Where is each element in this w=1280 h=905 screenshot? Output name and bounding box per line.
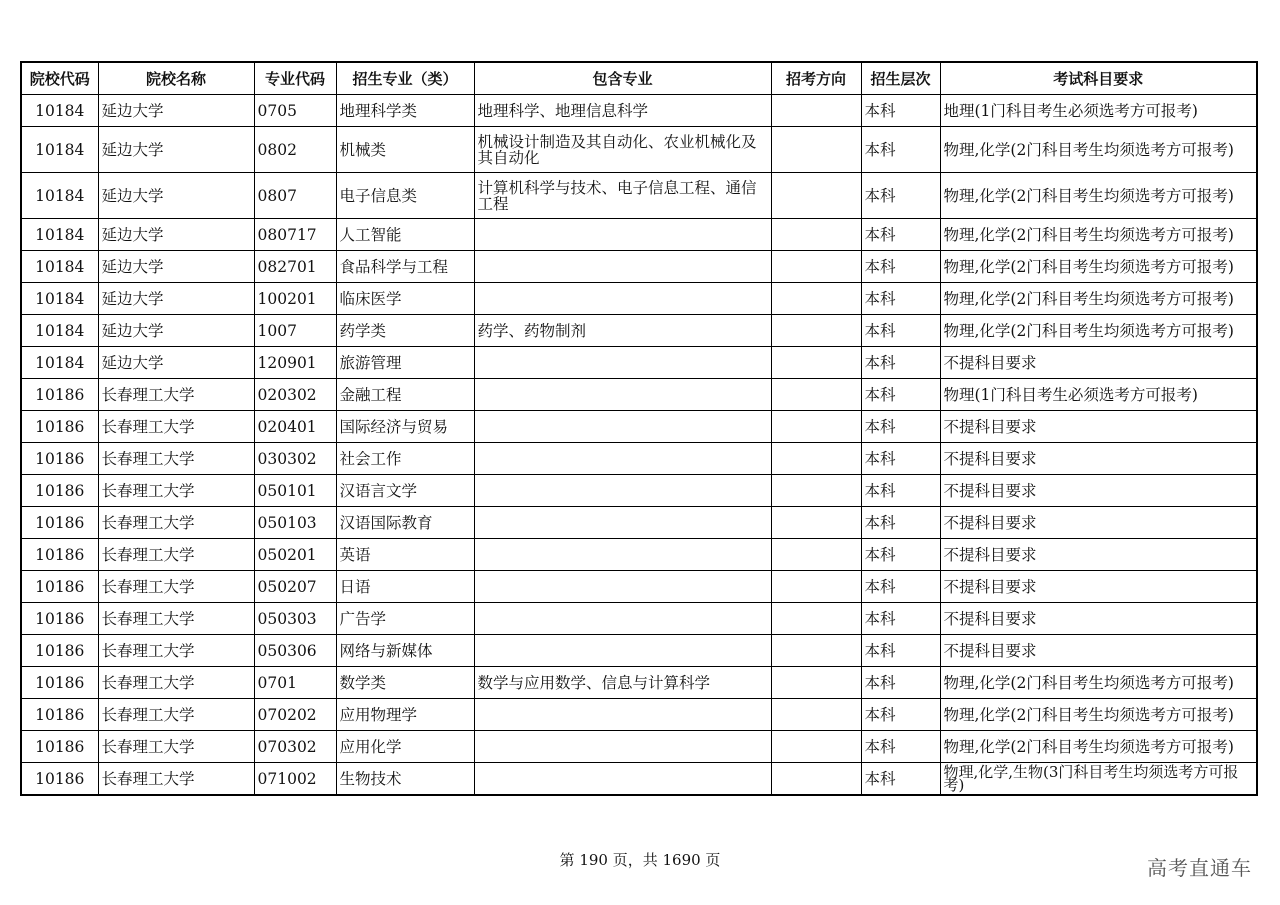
cell-requirement: 物理,化学(2门科目考生均须选考方可报考) bbox=[940, 283, 1257, 315]
cell-requirement: 物理,化学(2门科目考生均须选考方可报考) bbox=[940, 127, 1257, 173]
cell-school-name: 长春理工大学 bbox=[98, 731, 254, 763]
cell-school-code: 10184 bbox=[21, 251, 98, 283]
admission-sheet bbox=[20, 61, 1258, 796]
cell-school-code: 10186 bbox=[21, 571, 98, 603]
cell-major-code: 030302 bbox=[254, 443, 336, 475]
cell-major-code: 071002 bbox=[254, 763, 336, 796]
cell-direction bbox=[771, 699, 861, 731]
table-row bbox=[21, 219, 1257, 251]
cell-school-name: 长春理工大学 bbox=[98, 443, 254, 475]
cell-major-code: 0807 bbox=[254, 173, 336, 219]
table-row bbox=[21, 667, 1257, 699]
cell-school-code: 10186 bbox=[21, 379, 98, 411]
header-level: 招生层次 bbox=[861, 62, 940, 95]
cell-major-code: 020302 bbox=[254, 379, 336, 411]
cell-included bbox=[474, 539, 771, 571]
cell-level: 本科 bbox=[861, 251, 940, 283]
cell-included: 计算机科学与技术、电子信息工程、通信工程 bbox=[474, 173, 771, 219]
cell-major: 机械类 bbox=[336, 127, 474, 173]
cell-major-code: 070202 bbox=[254, 699, 336, 731]
cell-school-name: 长春理工大学 bbox=[98, 571, 254, 603]
header-row bbox=[21, 62, 1257, 95]
cell-requirement: 不提科目要求 bbox=[940, 443, 1257, 475]
table-row bbox=[21, 731, 1257, 763]
cell-requirement: 不提科目要求 bbox=[940, 603, 1257, 635]
cell-school-name: 长春理工大学 bbox=[98, 411, 254, 443]
cell-school-code: 10184 bbox=[21, 283, 98, 315]
cell-major-code: 050103 bbox=[254, 507, 336, 539]
cell-level: 本科 bbox=[861, 219, 940, 251]
cell-major: 国际经济与贸易 bbox=[336, 411, 474, 443]
cell-level: 本科 bbox=[861, 763, 940, 796]
cell-school-code: 10186 bbox=[21, 443, 98, 475]
cell-requirement: 不提科目要求 bbox=[940, 411, 1257, 443]
cell-requirement: 物理,化学,生物(3门科目考生均须选考方可报考) bbox=[940, 763, 1257, 796]
cell-included bbox=[474, 379, 771, 411]
cell-included bbox=[474, 475, 771, 507]
header-school-name: 院校名称 bbox=[98, 62, 254, 95]
cell-major-code: 0701 bbox=[254, 667, 336, 699]
cell-school-code: 10186 bbox=[21, 603, 98, 635]
cell-requirement: 物理,化学(2门科目考生均须选考方可报考) bbox=[940, 315, 1257, 347]
cell-major-code: 050303 bbox=[254, 603, 336, 635]
cell-major: 应用物理学 bbox=[336, 699, 474, 731]
cell-direction bbox=[771, 95, 861, 127]
cell-major-code: 0802 bbox=[254, 127, 336, 173]
watermark-brand: 高考直通车 bbox=[1147, 856, 1252, 880]
cell-school-name: 长春理工大学 bbox=[98, 507, 254, 539]
cell-major: 网络与新媒体 bbox=[336, 635, 474, 667]
cell-major-code: 1007 bbox=[254, 315, 336, 347]
cell-school-code: 10184 bbox=[21, 173, 98, 219]
cell-level: 本科 bbox=[861, 443, 940, 475]
cell-direction bbox=[771, 283, 861, 315]
cell-level: 本科 bbox=[861, 411, 940, 443]
cell-level: 本科 bbox=[861, 127, 940, 173]
header-school-code: 院校代码 bbox=[21, 62, 98, 95]
cell-major: 社会工作 bbox=[336, 443, 474, 475]
table-row bbox=[21, 763, 1257, 796]
cell-included bbox=[474, 443, 771, 475]
cell-level: 本科 bbox=[861, 475, 940, 507]
cell-major-code: 020401 bbox=[254, 411, 336, 443]
cell-level: 本科 bbox=[861, 315, 940, 347]
cell-requirement: 不提科目要求 bbox=[940, 475, 1257, 507]
cell-major-code: 050101 bbox=[254, 475, 336, 507]
cell-direction bbox=[771, 475, 861, 507]
cell-included bbox=[474, 411, 771, 443]
cell-direction bbox=[771, 507, 861, 539]
cell-major: 生物技术 bbox=[336, 763, 474, 796]
admission-table bbox=[20, 61, 1258, 796]
cell-included bbox=[474, 699, 771, 731]
cell-major-code: 080717 bbox=[254, 219, 336, 251]
cell-included: 药学、药物制剂 bbox=[474, 315, 771, 347]
cell-requirement: 物理,化学(2门科目考生均须选考方可报考) bbox=[940, 699, 1257, 731]
cell-major: 金融工程 bbox=[336, 379, 474, 411]
table-row bbox=[21, 127, 1257, 173]
table-row bbox=[21, 539, 1257, 571]
cell-level: 本科 bbox=[861, 603, 940, 635]
cell-school-code: 10186 bbox=[21, 475, 98, 507]
cell-requirement: 不提科目要求 bbox=[940, 539, 1257, 571]
cell-included bbox=[474, 763, 771, 796]
cell-major: 电子信息类 bbox=[336, 173, 474, 219]
table-row bbox=[21, 603, 1257, 635]
cell-direction bbox=[771, 731, 861, 763]
table-body bbox=[21, 95, 1257, 796]
cell-level: 本科 bbox=[861, 699, 940, 731]
cell-included: 数学与应用数学、信息与计算科学 bbox=[474, 667, 771, 699]
cell-major-code: 120901 bbox=[254, 347, 336, 379]
cell-requirement: 物理,化学(2门科目考生均须选考方可报考) bbox=[940, 667, 1257, 699]
cell-school-name: 长春理工大学 bbox=[98, 667, 254, 699]
cell-level: 本科 bbox=[861, 571, 940, 603]
cell-level: 本科 bbox=[861, 507, 940, 539]
header-direction: 招考方向 bbox=[771, 62, 861, 95]
table-row bbox=[21, 347, 1257, 379]
table-row bbox=[21, 379, 1257, 411]
page-number: 第 190 页，共 1690 页 bbox=[559, 851, 721, 869]
cell-included bbox=[474, 219, 771, 251]
cell-direction bbox=[771, 603, 861, 635]
table-row bbox=[21, 475, 1257, 507]
table-row bbox=[21, 95, 1257, 127]
cell-school-name: 延边大学 bbox=[98, 315, 254, 347]
cell-school-name: 延边大学 bbox=[98, 95, 254, 127]
cell-level: 本科 bbox=[861, 347, 940, 379]
header-major: 招生专业（类） bbox=[336, 62, 474, 95]
cell-direction bbox=[771, 411, 861, 443]
cell-requirement: 物理,化学(2门科目考生均须选考方可报考) bbox=[940, 251, 1257, 283]
table-row bbox=[21, 571, 1257, 603]
cell-included: 机械设计制造及其自动化、农业机械化及其自动化 bbox=[474, 127, 771, 173]
table-row bbox=[21, 699, 1257, 731]
cell-school-code: 10186 bbox=[21, 539, 98, 571]
cell-direction bbox=[771, 571, 861, 603]
cell-school-code: 10186 bbox=[21, 635, 98, 667]
cell-included bbox=[474, 571, 771, 603]
cell-school-code: 10186 bbox=[21, 763, 98, 796]
cell-included: 地理科学、地理信息科学 bbox=[474, 95, 771, 127]
cell-included bbox=[474, 603, 771, 635]
cell-school-code: 10184 bbox=[21, 315, 98, 347]
cell-major: 药学类 bbox=[336, 315, 474, 347]
cell-direction bbox=[771, 635, 861, 667]
cell-requirement: 不提科目要求 bbox=[940, 571, 1257, 603]
cell-school-name: 长春理工大学 bbox=[98, 635, 254, 667]
cell-school-name: 延边大学 bbox=[98, 173, 254, 219]
cell-requirement: 不提科目要求 bbox=[940, 635, 1257, 667]
cell-school-code: 10184 bbox=[21, 347, 98, 379]
cell-major: 数学类 bbox=[336, 667, 474, 699]
cell-direction bbox=[771, 347, 861, 379]
cell-school-name: 长春理工大学 bbox=[98, 379, 254, 411]
header-included: 包含专业 bbox=[474, 62, 771, 95]
cell-school-name: 延边大学 bbox=[98, 347, 254, 379]
table-row bbox=[21, 635, 1257, 667]
table-row bbox=[21, 411, 1257, 443]
cell-school-name: 延边大学 bbox=[98, 283, 254, 315]
cell-requirement: 不提科目要求 bbox=[940, 347, 1257, 379]
cell-included bbox=[474, 635, 771, 667]
table-row bbox=[21, 173, 1257, 219]
cell-level: 本科 bbox=[861, 283, 940, 315]
cell-major: 临床医学 bbox=[336, 283, 474, 315]
cell-school-code: 10186 bbox=[21, 411, 98, 443]
cell-level: 本科 bbox=[861, 379, 940, 411]
cell-direction bbox=[771, 315, 861, 347]
cell-school-name: 长春理工大学 bbox=[98, 699, 254, 731]
cell-direction bbox=[771, 539, 861, 571]
cell-direction bbox=[771, 763, 861, 796]
cell-major-code: 050306 bbox=[254, 635, 336, 667]
cell-requirement: 物理,化学(2门科目考生均须选考方可报考) bbox=[940, 731, 1257, 763]
cell-school-name: 长春理工大学 bbox=[98, 475, 254, 507]
cell-school-code: 10186 bbox=[21, 699, 98, 731]
table-row bbox=[21, 283, 1257, 315]
header-major-code: 专业代码 bbox=[254, 62, 336, 95]
cell-level: 本科 bbox=[861, 731, 940, 763]
cell-requirement: 物理,化学(2门科目考生均须选考方可报考) bbox=[940, 219, 1257, 251]
cell-major: 人工智能 bbox=[336, 219, 474, 251]
table-row bbox=[21, 251, 1257, 283]
cell-school-code: 10184 bbox=[21, 95, 98, 127]
cell-major-code: 0705 bbox=[254, 95, 336, 127]
cell-requirement: 不提科目要求 bbox=[940, 507, 1257, 539]
cell-major-code: 070302 bbox=[254, 731, 336, 763]
table-row bbox=[21, 443, 1257, 475]
cell-major: 地理科学类 bbox=[336, 95, 474, 127]
cell-school-code: 10184 bbox=[21, 219, 98, 251]
cell-major-code: 050207 bbox=[254, 571, 336, 603]
cell-included bbox=[474, 347, 771, 379]
cell-major-code: 100201 bbox=[254, 283, 336, 315]
cell-requirement: 物理(1门科目考生必须选考方可报考) bbox=[940, 379, 1257, 411]
cell-level: 本科 bbox=[861, 635, 940, 667]
cell-included bbox=[474, 283, 771, 315]
cell-level: 本科 bbox=[861, 667, 940, 699]
cell-major: 英语 bbox=[336, 539, 474, 571]
cell-included bbox=[474, 731, 771, 763]
table-row bbox=[21, 315, 1257, 347]
cell-level: 本科 bbox=[861, 539, 940, 571]
cell-level: 本科 bbox=[861, 95, 940, 127]
cell-direction bbox=[771, 251, 861, 283]
cell-direction bbox=[771, 127, 861, 173]
cell-school-name: 延边大学 bbox=[98, 219, 254, 251]
cell-included bbox=[474, 251, 771, 283]
cell-major: 应用化学 bbox=[336, 731, 474, 763]
cell-school-name: 长春理工大学 bbox=[98, 763, 254, 796]
cell-major: 日语 bbox=[336, 571, 474, 603]
cell-direction bbox=[771, 173, 861, 219]
header-requirement: 考试科目要求 bbox=[940, 62, 1257, 95]
cell-school-name: 长春理工大学 bbox=[98, 603, 254, 635]
cell-direction bbox=[771, 667, 861, 699]
cell-direction bbox=[771, 219, 861, 251]
cell-school-code: 10184 bbox=[21, 127, 98, 173]
cell-school-code: 10186 bbox=[21, 667, 98, 699]
cell-school-name: 延边大学 bbox=[98, 251, 254, 283]
cell-direction bbox=[771, 443, 861, 475]
cell-included bbox=[474, 507, 771, 539]
cell-major-code: 050201 bbox=[254, 539, 336, 571]
cell-school-code: 10186 bbox=[21, 507, 98, 539]
cell-direction bbox=[771, 379, 861, 411]
cell-school-name: 延边大学 bbox=[98, 127, 254, 173]
cell-major-code: 082701 bbox=[254, 251, 336, 283]
cell-requirement: 地理(1门科目考生必须选考方可报考) bbox=[940, 95, 1257, 127]
cell-major: 汉语国际教育 bbox=[336, 507, 474, 539]
cell-major: 旅游管理 bbox=[336, 347, 474, 379]
cell-requirement: 物理,化学(2门科目考生均须选考方可报考) bbox=[940, 173, 1257, 219]
cell-major: 食品科学与工程 bbox=[336, 251, 474, 283]
cell-major: 广告学 bbox=[336, 603, 474, 635]
table-row bbox=[21, 507, 1257, 539]
cell-major: 汉语言文学 bbox=[336, 475, 474, 507]
cell-school-code: 10186 bbox=[21, 731, 98, 763]
cell-school-name: 长春理工大学 bbox=[98, 539, 254, 571]
cell-level: 本科 bbox=[861, 173, 940, 219]
